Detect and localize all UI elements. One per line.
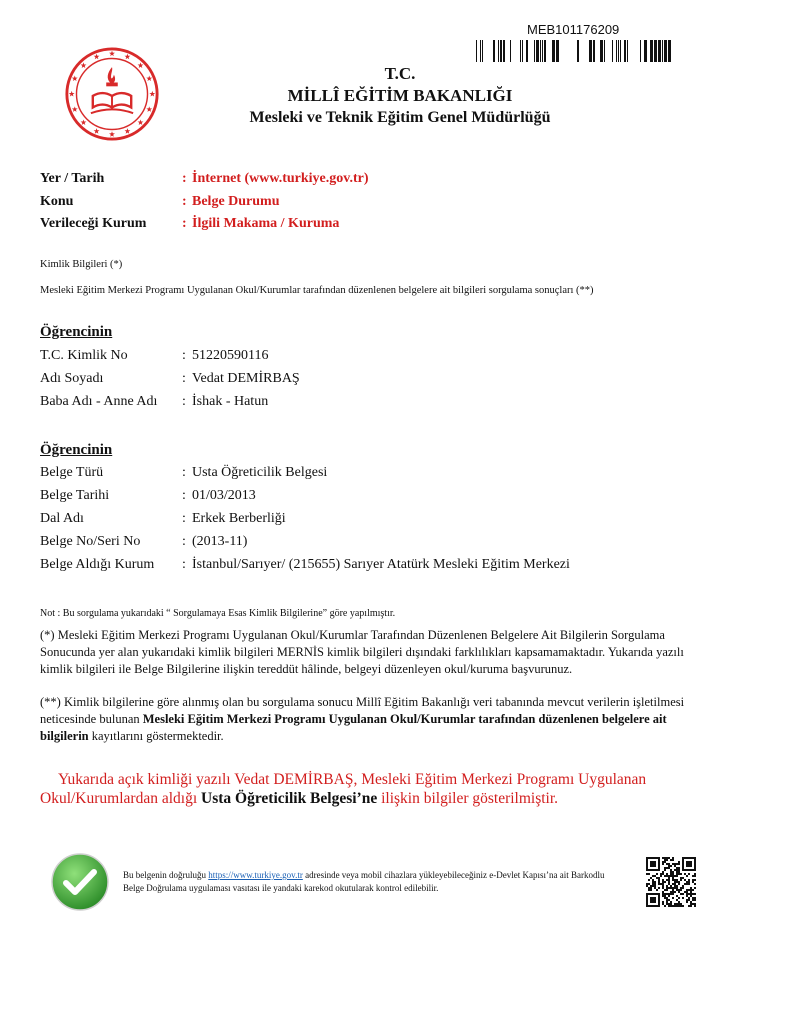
qr-code-icon[interactable] (646, 857, 696, 907)
footnote-mernis: (*) Mesleki Eğitim Merkezi Programı Uygulanan Okul/Kurumlar Tarafından Düzenlenen Belgelere Ait Bilgilerin Sorgulama Sonucunda yer alan yukarıdaki kimlik bilgileri MERNİS kimlik bilgileri dışındaki farklılıkları kapsamamaktadır. Yukarıda yazılı kimlik bilgileri ile Belge Bilgilerine ilişkin tereddüt hâlinde, belgeyi düzenleyen okul/kuruma başvurunuz. (40, 628, 684, 676)
colon: : (182, 348, 186, 363)
ministry-seal-icon (64, 46, 160, 142)
row-value: (2013-11) (192, 534, 248, 549)
colon: : (182, 511, 186, 526)
meta-label: Konu (40, 194, 74, 209)
footnote-text: kayıtlarını göstermektedir. (88, 729, 224, 743)
footnote-database (40, 694, 710, 745)
row-label: Belge Aldığı Kurum (40, 557, 155, 572)
document-section-title: Öğrencinin (40, 442, 113, 458)
verify-text: Bu belgenin doğruluğu (123, 870, 209, 880)
verify-link[interactable]: https://www.turkiye.gov.tr (208, 870, 303, 880)
barcode-icon (476, 40, 672, 62)
colon: : (182, 534, 186, 549)
row-label: Dal Adı (40, 511, 84, 526)
note-line: Not : Bu sorgulama yukarıdaki “ Sorgulamaya Esas Kimlik Bilgilerine” göre yapılmıştır. (40, 608, 396, 619)
header-tc: T.C. (384, 64, 416, 83)
colon: : (182, 194, 187, 209)
row-value: 51220590116 (192, 348, 269, 363)
row-label: Belge No/Seri No (40, 534, 141, 549)
row-label: Belge Tarihi (40, 488, 110, 503)
colon: : (182, 465, 186, 480)
header-ministry: MİLLÎ EĞİTİM BAKANLIĞI (287, 86, 513, 105)
colon: : (182, 488, 186, 503)
verified-check-icon (50, 852, 110, 912)
meta-label: Yer / Tarih (40, 171, 105, 186)
colon: : (182, 557, 186, 572)
meta-value: Belge Durumu (192, 194, 280, 209)
meta-value: İlgili Makama / Kuruma (192, 216, 340, 231)
query-description: Mesleki Eğitim Merkezi Programı Uygulanan Okul/Kurumlar tarafından düzenlenen belgelere ait bilgileri sorgulama sonuçları (**) (40, 285, 594, 296)
row-value: Usta Öğreticilik Belgesi (192, 465, 328, 480)
row-label: Baba Adı - Anne Adı (40, 394, 158, 409)
colon: : (182, 171, 187, 186)
colon: : (182, 371, 186, 386)
colon: : (182, 394, 186, 409)
row-value: Vedat DEMİRBAŞ (192, 371, 300, 386)
row-label: T.C. Kimlik No (40, 348, 128, 363)
row-value: İstanbul/Sarıyer/ (215655) Sarıyer Atatürk Mesleki Eğitim Merkezi (192, 557, 570, 572)
row-label: Adı Soyadı (40, 371, 104, 386)
row-value: 01/03/2013 (192, 488, 256, 503)
row-value: İshak - Hatun (192, 394, 269, 409)
row-value: Erkek Berberliği (192, 511, 286, 526)
colon: : (182, 216, 187, 231)
verify-text: adresinde veya mobil cihazlara yükleyebileceğiniz e-Devlet Kapısı’na ait Barkodlu Belge Doğrulama uygulaması vasıtası ile yandaki karekod okutularak kontrol edilebilir. (123, 870, 605, 893)
meta-label: Verileceği Kurum (40, 216, 147, 231)
header-directorate: Mesleki ve Teknik Eğitim Genel Müdürlüğü (249, 109, 551, 126)
barcode-number: MEB101176209 (527, 22, 620, 37)
student-section-title: Öğrencinin (40, 324, 113, 340)
verification-text (123, 869, 623, 895)
summary-bold: Usta Öğreticilik Belgesi’ne (201, 790, 378, 807)
footnote-text: (**) Kimlik bilgilerine göre alınmış olan bu sorgulama sonucu Millî Eğitim Bakanlığı veri tabanında mevcut verilerin işletilmesi neticesinde bulunan (40, 695, 685, 726)
meta-value: İnternet (www.turkiye.gov.tr) (192, 171, 369, 186)
footnote-bold: Mesleki Eğitim Merkezi Programı Uygulanan Okul/Kurumlar tarafından düzenlenen belgelere ait bilgilerin (40, 712, 667, 743)
summary-text: Yukarıda açık kimliği yazılı Vedat DEMİRBAŞ, Mesleki Eğitim Merkezi Programı Uygulanan Okul/Kurumlardan aldığı (40, 771, 647, 807)
row-label: Belge Türü (40, 465, 104, 480)
summary-text: ilişkin bilgiler gösterilmiştir. (377, 790, 559, 807)
identity-note: Kimlik Bilgileri (*) (40, 259, 123, 270)
summary-statement (40, 770, 740, 808)
